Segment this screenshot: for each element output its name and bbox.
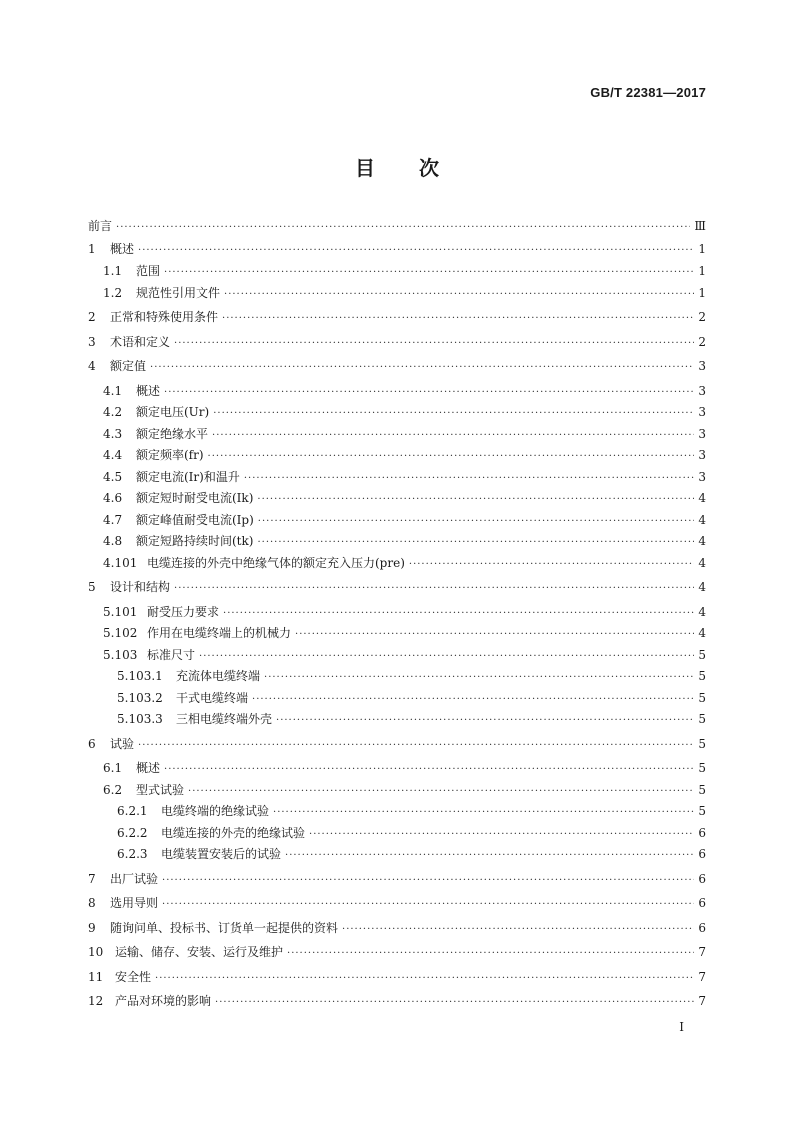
toc-entry-number: 4.5 <box>103 469 123 484</box>
toc-dot-leader <box>138 739 694 753</box>
toc-dot-leader <box>342 923 694 937</box>
toc-entry-label: 电缆连接的外壳的绝缘试验 <box>161 825 306 840</box>
toc-entry[interactable] <box>88 405 706 427</box>
toc-entry-label: 选用导则 <box>110 896 159 910</box>
toc-entry[interactable] <box>88 470 706 492</box>
toc-entry-number: 6.1 <box>103 761 123 775</box>
toc-entry-label: 充流体电缆终端 <box>176 669 261 683</box>
toc-entry-label: 额定绝缘水平 <box>136 426 209 441</box>
title-char-1: 目 <box>355 156 375 180</box>
toc-dot-leader <box>224 288 694 302</box>
toc-entry-label: 概述 <box>136 761 161 775</box>
toc-entry[interactable] <box>88 921 706 946</box>
toc-entry-number: 4.8 <box>103 534 123 548</box>
toc-dot-leader <box>264 671 694 685</box>
toc-entry-page: 6 <box>698 847 706 861</box>
toc-entry-page: 5 <box>698 712 706 726</box>
toc-entry[interactable] <box>88 826 706 848</box>
toc-entry-label: 作用在电缆终端上的机械力 <box>147 626 292 640</box>
toc-entry-page: 5 <box>698 804 706 818</box>
toc-entry-label: 耐受压力要求 <box>147 604 220 619</box>
toc-entry-label: 额定短时耐受电流(Ik) <box>136 491 254 505</box>
page-title <box>0 152 794 181</box>
toc-entry-label: 干式电缆终端 <box>176 690 249 705</box>
toc-dot-leader <box>164 386 694 400</box>
toc-entry-label: 额定电压(Ur) <box>136 405 210 419</box>
toc-dot-leader <box>213 407 694 421</box>
toc-entry-page: 7 <box>698 969 706 984</box>
footer-page-number: I <box>679 1020 684 1034</box>
toc-entry[interactable] <box>88 691 706 713</box>
toc-entry[interactable] <box>88 310 706 335</box>
toc-entry-label: 前言 <box>88 219 113 233</box>
toc-dot-leader <box>215 996 694 1010</box>
toc-entry[interactable] <box>88 804 706 826</box>
toc-entry-page: 7 <box>698 994 706 1008</box>
toc-entry-label: 额定频率(fr) <box>136 448 204 462</box>
toc-entry-label: 规范性引用文件 <box>136 285 221 300</box>
toc-entry-number: 5.103.2 <box>117 690 163 705</box>
toc-dot-leader <box>164 266 694 280</box>
toc-entry-number: 5.101 <box>103 604 138 619</box>
toc-entry-label: 额定短路持续时间(tk) <box>136 534 254 548</box>
toc-entry-number: 3 <box>88 334 96 349</box>
toc-entry-page: 6 <box>698 871 706 886</box>
toc-entry[interactable] <box>88 737 706 762</box>
toc-dot-leader <box>162 898 694 912</box>
table-of-contents <box>88 219 706 1018</box>
toc-dot-leader <box>116 221 690 235</box>
toc-entry-number: 12 <box>88 994 104 1008</box>
toc-entry[interactable] <box>88 448 706 470</box>
toc-entry[interactable] <box>88 286 706 311</box>
toc-entry-page: 3 <box>698 359 706 373</box>
toc-dot-leader <box>162 874 694 888</box>
toc-entry-label: 设计和结构 <box>110 580 171 594</box>
toc-entry-page: 3 <box>698 448 706 462</box>
toc-entry[interactable] <box>88 712 706 737</box>
toc-entry-page: 7 <box>698 945 706 959</box>
toc-entry-number: 4.4 <box>103 448 123 462</box>
toc-entry-page: 2 <box>698 334 706 349</box>
toc-entry-page: 5 <box>698 736 706 751</box>
toc-dot-leader <box>138 244 694 258</box>
toc-dot-leader <box>244 472 694 486</box>
toc-entry-label: 安全性 <box>115 969 152 984</box>
toc-dot-leader <box>285 849 694 863</box>
toc-entry-page: 5 <box>698 761 706 775</box>
toc-entry-page: 6 <box>698 896 706 910</box>
toc-entry-number: 1.1 <box>103 264 123 278</box>
toc-entry-number: 7 <box>88 871 96 886</box>
toc-entry-label: 随询问单、投标书、订货单一起提供的资料 <box>110 920 339 935</box>
toc-entry-number: 4 <box>88 359 96 373</box>
toc-entry-page: 4 <box>698 580 706 594</box>
toc-entry[interactable] <box>88 945 706 970</box>
toc-entry-page: 2 <box>698 310 706 324</box>
toc-entry-number: 6.2.3 <box>117 847 148 861</box>
toc-entry-number: 5.103.1 <box>117 669 163 683</box>
toc-dot-leader <box>155 972 694 986</box>
toc-entry-page: 5 <box>698 647 706 662</box>
toc-entry-number: 1 <box>88 241 96 256</box>
toc-entry[interactable] <box>88 534 706 556</box>
toc-dot-leader <box>276 714 694 728</box>
toc-entry[interactable] <box>88 384 706 406</box>
toc-entry[interactable] <box>88 970 706 995</box>
toc-entry-label: 产品对环境的影响 <box>115 994 212 1008</box>
toc-entry-page: 4 <box>698 555 706 570</box>
toc-entry-label: 额定峰值耐受电流(Ip) <box>136 512 254 527</box>
toc-entry-page: 3 <box>698 426 706 441</box>
toc-entry-number: 6.2.2 <box>117 825 148 840</box>
toc-entry-page: 1 <box>698 241 706 256</box>
toc-entry[interactable] <box>88 513 706 535</box>
toc-entry-label: 额定电流(Ir)和温升 <box>136 469 240 484</box>
toc-dot-leader <box>409 558 694 572</box>
toc-entry[interactable] <box>88 242 706 265</box>
toc-entry-number: 11 <box>88 969 104 984</box>
toc-entry[interactable] <box>88 335 706 360</box>
toc-entry-page: 4 <box>698 491 706 505</box>
toc-dot-leader <box>257 536 694 550</box>
toc-entry-number: 9 <box>88 920 96 935</box>
toc-entry-label: 标准尺寸 <box>147 647 196 662</box>
toc-dot-leader <box>199 650 694 664</box>
toc-dot-leader <box>164 763 694 777</box>
toc-entry-page: 4 <box>698 626 706 640</box>
toc-entry-label: 运输、储存、安装、运行及维护 <box>115 945 284 959</box>
toc-entry[interactable] <box>88 872 706 897</box>
toc-entry-page: 5 <box>698 669 706 683</box>
toc-entry-number: 4.6 <box>103 491 123 505</box>
toc-entry[interactable] <box>88 896 706 921</box>
toc-entry-page: 5 <box>698 690 706 705</box>
toc-dot-leader <box>287 947 694 961</box>
toc-dot-leader <box>174 337 694 351</box>
standard-code: GB/T 22381—2017 <box>590 85 706 100</box>
toc-dot-leader <box>252 693 694 707</box>
toc-entry-label: 试验 <box>110 736 135 751</box>
toc-entry-label: 三相电缆终端外壳 <box>176 712 273 726</box>
toc-entry-page: 4 <box>698 534 706 548</box>
toc-entry[interactable] <box>88 994 706 1018</box>
toc-dot-leader <box>258 515 694 529</box>
toc-entry-number: 5.103.3 <box>117 712 163 726</box>
toc-entry-page: 6 <box>698 920 706 935</box>
toc-entry-number: 4.101 <box>103 555 138 570</box>
toc-dot-leader <box>208 450 694 464</box>
toc-entry[interactable] <box>88 427 706 449</box>
toc-entry[interactable] <box>88 491 706 513</box>
toc-entry-number: 5.103 <box>103 647 138 662</box>
toc-entry-number: 4.3 <box>103 426 123 441</box>
toc-entry-label: 概述 <box>136 383 161 398</box>
toc-entry-page: 6 <box>698 825 706 840</box>
toc-entry-number: 10 <box>88 945 104 959</box>
toc-entry-label: 出厂试验 <box>110 871 159 886</box>
toc-entry-number: 5 <box>88 580 96 594</box>
toc-entry-page: 5 <box>698 782 706 797</box>
toc-entry-number: 8 <box>88 896 96 910</box>
toc-entry-label: 电缆连接的外壳中绝缘气体的额定充入压力(pre) <box>147 555 405 570</box>
toc-entry[interactable] <box>88 626 706 648</box>
toc-entry-label: 型式试验 <box>136 782 185 797</box>
toc-entry-number: 2 <box>88 310 96 324</box>
toc-entry[interactable] <box>88 605 706 627</box>
toc-entry[interactable] <box>88 648 706 670</box>
toc-entry-number: 6.2 <box>103 782 123 797</box>
toc-dot-leader <box>188 785 694 799</box>
toc-entry-number: 4.2 <box>103 405 123 419</box>
toc-entry[interactable] <box>88 669 706 691</box>
toc-dot-leader <box>295 628 694 642</box>
toc-entry-number: 6.2.1 <box>117 804 148 818</box>
toc-entry[interactable] <box>88 783 706 805</box>
toc-entry-page: 1 <box>698 264 706 278</box>
title-char-2: 次 <box>419 156 439 180</box>
toc-entry-page: 1 <box>698 285 706 300</box>
toc-entry-number: 1.2 <box>103 285 123 300</box>
toc-entry-label: 概述 <box>110 241 135 256</box>
toc-entry-page: 3 <box>698 405 706 419</box>
toc-entry[interactable] <box>88 580 706 605</box>
toc-dot-leader <box>222 312 694 326</box>
toc-entry-label: 正常和特殊使用条件 <box>110 310 219 324</box>
toc-entry-label: 额定值 <box>110 359 147 373</box>
toc-entry-page: 3 <box>698 383 706 398</box>
toc-dot-leader <box>223 607 694 621</box>
toc-entry-page: Ⅲ <box>694 219 706 233</box>
toc-entry-page: 4 <box>698 604 706 619</box>
toc-entry[interactable] <box>88 264 706 286</box>
toc-dot-leader <box>212 429 694 443</box>
toc-entry-number: 4.1 <box>103 383 123 398</box>
toc-entry[interactable] <box>88 359 706 384</box>
toc-dot-leader <box>150 361 694 375</box>
toc-dot-leader <box>174 582 694 596</box>
toc-entry-number: 4.7 <box>103 512 123 527</box>
toc-entry-number: 5.102 <box>103 626 138 640</box>
toc-dot-leader <box>257 493 694 507</box>
toc-entry[interactable] <box>88 761 706 783</box>
toc-entry[interactable] <box>88 219 706 242</box>
toc-entry-label: 电缆终端的绝缘试验 <box>161 804 270 818</box>
toc-dot-leader <box>309 828 694 842</box>
toc-entry[interactable] <box>88 847 706 872</box>
toc-entry-label: 电缆装置安装后的试验 <box>161 847 282 861</box>
toc-entry-number: 6 <box>88 736 96 751</box>
toc-entry-label: 术语和定义 <box>110 334 171 349</box>
toc-dot-leader <box>273 806 694 820</box>
toc-entry-page: 4 <box>698 512 706 527</box>
toc-entry-page: 3 <box>698 469 706 484</box>
toc-entry-label: 范围 <box>136 264 161 278</box>
toc-entry[interactable] <box>88 556 706 581</box>
